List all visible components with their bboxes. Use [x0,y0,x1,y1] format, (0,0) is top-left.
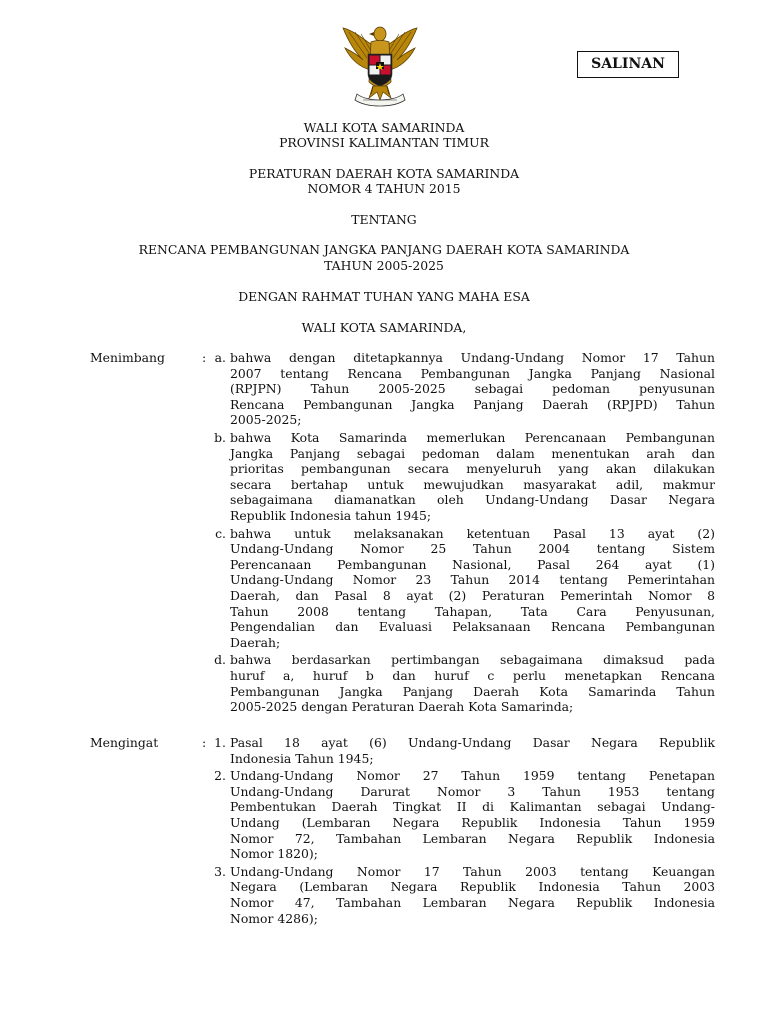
text-line: Daerah; [230,634,281,650]
text-line: secara bertahap untuk mewujudkan masyarakat adil, makmur [230,476,715,492]
text-line: (RPJPN) Tahun 2005-2025 sebagai pedoman penyusunan [230,381,715,397]
text-line: 2005-2025 dengan Peraturan Daerah Kota Samarinda; [230,699,574,715]
mengingat-colon: : [202,735,207,750]
blessing-line: DENGAN RAHMAT TUHAN YANG MAHA ESA [238,289,530,304]
text-line: 2007 tentang Rencana Pembangunan Jangka Panjang Nasional [230,365,715,381]
text-line: Daerah, dan Pasal 8 ayat (2) Peraturan Pemerintah Nomor 8 [230,587,715,603]
text-line: Pasal 18 ayat (6) Undang-Undang Dasar Negara Republik [230,735,715,750]
subject-line-2: TAHUN 2005-2025 [324,258,444,273]
mengingat-item-marker: 2. [214,768,226,784]
text-line: Pembentukan Daerah Tingkat II di Kalimantan sebagai Undang- [230,799,715,815]
text-line: Rencana Pembangunan Jangka Panjang Daerah (RPJPD) Tahun [230,396,715,412]
menimbang-item-text [230,526,715,651]
menimbang-item-text [230,430,715,524]
text-line: Undang-Undang Nomor 25 Tahun 2004 tentang Sistem [230,541,715,557]
text-line: Undang (Lembaran Negara Republik Indonesia Tahun 1959 [230,814,715,830]
mengingat-item-marker: 1. [214,735,226,750]
menimbang-item-text [230,652,715,714]
menimbang-item-marker: b. [214,430,226,445]
menimbang-item-text [230,350,715,428]
text-line: sebagaimana diamanatkan oleh Undang-Undang Dasar Negara [230,492,715,508]
text-line: Undang-Undang Nomor 23 Tahun 2014 tentang Pemerintahan [230,572,715,588]
text-line: Tahun 2008 tentang Tahapan, Tata Cara Penyusunan, [230,603,715,619]
menimbang-colon: : [202,350,207,365]
text-line: Pembangunan Jangka Panjang Daerah Kota Samarinda Tahun [230,683,715,699]
issuer-line: WALI KOTA SAMARINDA, [301,320,467,335]
text-line: Nomor 47, Tambahan Lembaran Negara Republik Indonesia [230,894,715,910]
authority-title: WALI KOTA SAMARINDA [303,120,465,135]
text-line: Jangka Panjang sebagai pedoman dalam menentukan arah dan [230,445,715,461]
text-line: Undang-Undang Darurat Nomor 3 Tahun 1953 tentang [230,783,715,799]
mengingat-item-text [230,864,715,926]
text-line: Undang-Undang Nomor 17 Tahun 2003 tentang Keuangan [230,863,715,879]
text-line: prioritas pembangunan secara menyeluruh yang akan dilakukan [230,461,715,477]
salinan-stamp: SALINAN [577,51,679,78]
regulation-title: PERATURAN DAERAH KOTA SAMARINDA [248,166,520,181]
text-line: Nomor 4286); [230,910,318,926]
menimbang-item-marker: a. [214,350,226,365]
menimbang-item-marker: c. [215,525,226,541]
text-line: bahwa dengan ditetapkannya Undang-Undang Nomor 17 Tahun [230,350,715,365]
province-title: PROVINSI KALIMANTAN TIMUR [279,135,489,150]
text-line: huruf a, huruf b dan huruf c perlu menetapkan Rencana [230,667,715,683]
garuda-emblem-icon [335,20,425,108]
text-line: Perencanaan Pembangunan Nasional, Pasal 264 ayat (1) [230,556,715,572]
text-line: Nomor 1820); [230,846,318,862]
text-line: Nomor 72, Tambahan Lembaran Negara Republik Indonesia [230,830,715,846]
subject-line-1: RENCANA PEMBANGUNAN JANGKA PANJANG DAERAH KOTA SAMARINDA [138,242,630,257]
text-line: Negara (Lembaran Negara Republik Indonesia Tahun 2003 [230,879,715,895]
mengingat-item-marker: 3. [214,863,226,879]
regulation-number: NOMOR 4 TAHUN 2015 [307,181,461,196]
mengingat-item-text [230,768,715,862]
text-line: Indonesia Tahun 1945; [230,750,374,766]
text-line: Undang-Undang Nomor 27 Tahun 1959 tentang Penetapan [230,768,715,784]
text-line: bahwa berdasarkan pertimbangan sebagaimana dimaksud pada [230,652,715,668]
menimbang-item-marker: d. [214,652,226,668]
text-line: bahwa untuk melaksanakan ketentuan Pasal 13 ayat (2) [230,525,715,541]
text-line: 2005-2025; [230,412,302,428]
mengingat-label: Mengingat [90,735,159,750]
text-line: Pengendalian dan Evaluasi Pelaksanaan Rencana Pembangunan [230,619,715,635]
mengingat-item-text [230,735,715,766]
about-label: TENTANG [351,212,417,227]
menimbang-label: Menimbang [90,350,165,365]
text-line: bahwa Kota Samarinda memerlukan Perencanaan Pembangunan [230,430,715,445]
text-line: Republik Indonesia tahun 1945; [230,507,432,523]
